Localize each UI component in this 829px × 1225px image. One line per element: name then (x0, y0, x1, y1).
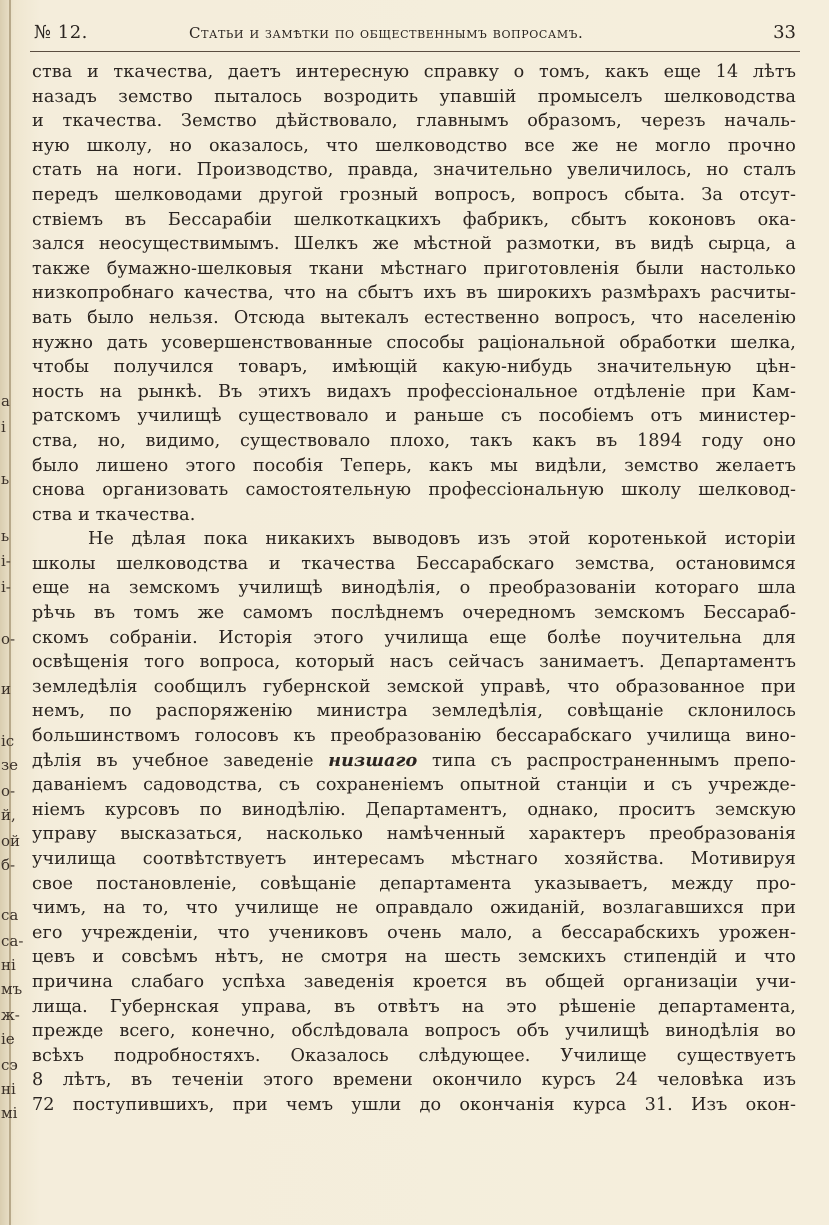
text-line: даваніемъ садоводства, съ сохраненіемъ опытной станціи и съ учрежде- (32, 775, 796, 796)
gutter-fragment: а (1, 392, 10, 410)
text-line: ства и ткачества. (32, 504, 196, 525)
gutter-fragment: сэ (1, 1056, 18, 1074)
text-line-with-emphasis (32, 749, 796, 774)
text-line: большинствомъ голосовъ къ преобразованію бессарабскаго училища вино- (32, 726, 796, 747)
text-line: ствіемъ въ Бессарабіи шелкоткацкихъ фабрикъ, сбытъ коконовъ ока- (32, 209, 796, 230)
gutter-fragment: зе (1, 756, 19, 774)
text-line: училища соотвѣтствуетъ интересамъ мѣстнаго хозяйства. Мотивируя (32, 849, 796, 869)
gutter-fragment: ні (1, 1080, 16, 1098)
text-line: чимъ, на то, что училище не оправдало ожиданій, возлагавшихся при (32, 898, 796, 919)
issue-number: № 12. (34, 22, 88, 43)
gutter-fragment: й, (1, 806, 16, 824)
gutter-fragment: са (1, 906, 19, 924)
text-line: причина слабаго успѣха заведенія кроется въ общей организаціи учи- (32, 971, 796, 992)
text-line: стать на ноги. Производство, правда, значительно увеличилось, но сталъ (32, 160, 796, 181)
text-line: освѣщенія того вопроса, который насъ сейчасъ занимаетъ. Департаментъ (32, 652, 796, 673)
gutter-fragment: ь (1, 527, 10, 545)
text-line: школы шелководства и ткачества Бессарабскаго земства, остановимся (32, 553, 796, 574)
paragraph-start-line: Не дѣлая пока никакихъ выводовъ изъ этой коротенькой исторіи (88, 529, 796, 550)
gutter-fragment: і- (1, 552, 11, 570)
text-line: земледѣлія сообщилъ губернской земской управѣ, что образованное при (32, 676, 796, 697)
text-line: ніемъ курсовъ по винодѣлію. Департаментъ, однако, проситъ земскую (32, 799, 796, 820)
gutter-fragment: ie (1, 1030, 15, 1048)
text-line: управу высказаться, насколько намѣченный характеръ преобразованія (32, 824, 796, 845)
gutter-fragment: і- (1, 578, 11, 596)
article-body (32, 60, 796, 1118)
gutter-fragment: ой (1, 832, 21, 850)
adjacent-page-fragments (0, 0, 24, 1225)
text-line: было лишено этого пособія Теперь, какъ мы видѣли, земство желаетъ (32, 455, 796, 476)
gutter-fragment: іс (1, 732, 15, 750)
text-line: 8 лѣтъ, въ теченіи этого времени окончило курсъ 24 человѣка изъ (32, 1070, 796, 1091)
running-header (34, 22, 796, 48)
text-line: 72 поступившихъ, при чемъ ушли до окончанія курса 31. Изъ окон- (32, 1094, 796, 1115)
gutter-fragment: і (1, 418, 6, 436)
running-title: Статьи и замѣтки по общественнымъ вопросамъ. (189, 24, 584, 42)
emphasized-word: низшаго (328, 749, 418, 771)
text-segment: типа съ распространеннымъ препо- (431, 750, 796, 771)
text-line: нужно дать усовершенствованные способы раціональной обработки шелка, (32, 332, 796, 353)
text-line: прежде всего, конечно, обслѣдовала вопросъ объ училищѣ винодѣлія во (32, 1021, 796, 1042)
gutter-fragment: ж- (1, 1006, 20, 1024)
gutter-fragment: ь (1, 470, 10, 488)
gutter-fragment: мі (1, 1104, 18, 1122)
gutter-fragment: б- (1, 856, 16, 874)
text-line: ства, но, видимо, существовало плохо, такъ какъ въ 1894 году оно (32, 430, 796, 451)
gutter-fragment: мъ (1, 980, 23, 998)
text-line: еще на земскомъ училищѣ винодѣлія, о преобразованіи котораго шла (32, 578, 796, 599)
gutter-fragment: са- (1, 932, 24, 950)
text-line: низкопробнаго качества, что на сбытъ ихъ въ широкихъ размѣрахъ расчиты- (32, 283, 796, 304)
text-line: скомъ собраніи. Исторія этого училища еще болѣе поучительна для (32, 627, 796, 648)
page-number: 33 (773, 22, 796, 43)
text-line: цевъ и совсѣмъ нѣтъ, не смотря на шесть земскихъ стипендій и что (32, 947, 796, 968)
text-line: вать было нельзя. Отсюда вытекалъ естественно вопросъ, что населенію (32, 307, 796, 328)
text-line: ства и ткачества, даетъ интересную справку о томъ, какъ еще 14 лѣтъ (32, 62, 796, 82)
header-rule (30, 51, 800, 52)
gutter-fragment: о- (1, 630, 16, 648)
text-line: ратскомъ училищѣ существовало и раньше съ пособіемъ отъ министер- (32, 406, 796, 427)
text-line: назадъ земство пыталось возродить упавшій промыселъ шелководства (32, 86, 796, 107)
text-line: его учрежденіи, что учениковъ очень мало, а бессарабскихъ урожен- (32, 922, 796, 943)
text-line: всѣхъ подробностяхъ. Оказалось слѣдующее. Училище существуетъ (32, 1045, 796, 1066)
text-line: рѣчь въ томъ же самомъ послѣднемъ очередномъ земскомъ Бессараб- (32, 603, 796, 624)
text-line: зался неосуществимымъ. Шелкъ же мѣстной размотки, въ видѣ сырца, а (32, 234, 796, 255)
text-line: также бумажно-шелковыя ткани мѣстнаго приготовленія были настолько (32, 258, 796, 279)
gutter-fragment: ні (1, 956, 16, 974)
text-line: свое постановленіе, совѣщаніе департамента указываетъ, между про- (32, 873, 796, 894)
gutter-fragment: о- (1, 782, 16, 800)
text-line: лища. Губернская управа, въ отвѣтъ на это рѣшеніе департамента, (32, 996, 796, 1017)
text-line: ность на рынкѣ. Въ этихъ видахъ профессіональное отдѣленіе при Кам- (32, 381, 796, 402)
text-line: передъ шелководами другой грозный вопросъ, вопросъ сбыта. За отсут- (32, 184, 796, 205)
text-line: чтобы получился товаръ, имѣющій какую-нибудь значительную цѣн- (32, 357, 796, 378)
gutter-fragment: и (1, 680, 11, 698)
text-segment: дѣлія въ учебное заведеніе (32, 750, 314, 771)
text-line: снова организовать самостоятельную профессіональную школу шелковод- (32, 480, 796, 501)
text-line: и ткачества. Земство дѣйствовало, главнымъ образомъ, черезъ началь- (32, 111, 796, 132)
text-line: немъ, по распоряженію министра земледѣлія, совѣщаніе склонилось (32, 701, 796, 722)
text-line: ную школу, но оказалось, что шелководство все же не могло прочно (32, 135, 796, 156)
